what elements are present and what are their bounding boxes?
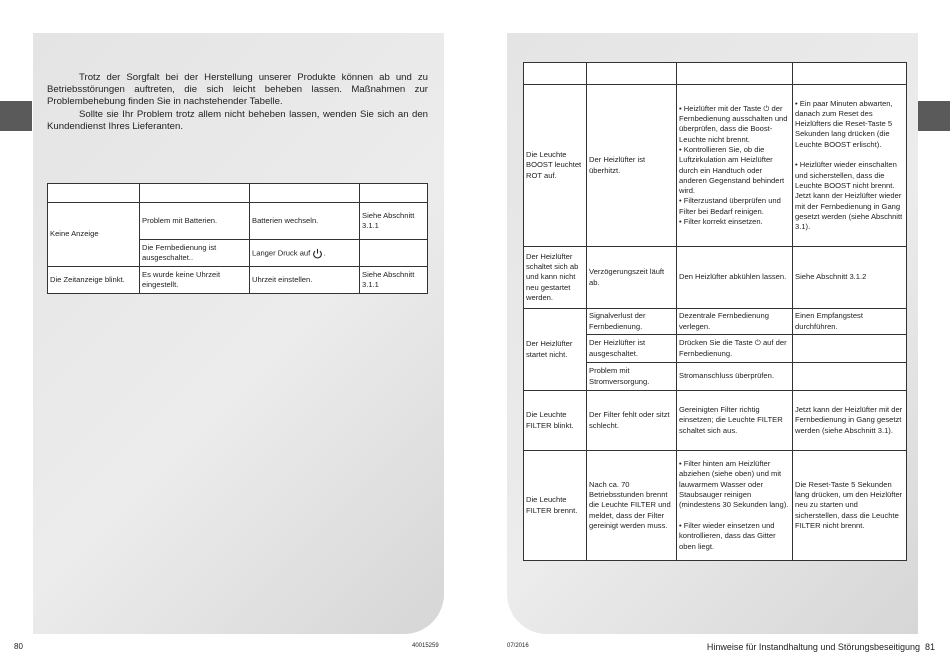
troubleshooting-table-heater [523,62,907,561]
table-row [524,391,907,451]
cause-cell: Die Fernbedienung ist ausgeschaltet.. [140,240,250,267]
document-code: 40015259 [412,643,439,649]
cause-cell: Signalverlust der Fernbedienung. [587,309,677,335]
troubleshooting-table-remote [47,183,428,294]
reference-cell: Jetzt kann der Heizlüfter mit der Fernbedienung in Gang gesetzt werden (siehe Abschnitt 3.1). [793,391,907,451]
remedy-cell: Uhrzeit einstellen. [250,267,360,294]
table-header-row [48,184,428,203]
table-row [524,247,907,309]
remedy-cell: Gereinigten Filter richtig einsetzen; die Leuchte FILTER schaltet sich aus. [677,391,793,451]
remedy-cell: Dezentrale Fernbedienung verlegen. [677,309,793,335]
table-row [524,309,907,335]
problem-cell: Keine Anzeige [48,203,140,267]
remedy-cell: • Filter hinten am Heizlüfter abziehen (siehe oben) und mit lauwarmem Wasser oder Staubsauger reinigen (mindestens 30 Sekunden lang). • Filter wieder einsetzen und kontrollieren, dass das Gitter oben liegt. [677,451,793,561]
problem-cell: Die Leuchte FILTER brennt. [524,451,587,561]
reference-cell: Siehe Abschnitt 3.1.2 [793,247,907,309]
reference-cell: Siehe Abschnitt 3.1.1 [360,267,428,294]
cause-cell: Es wurde keine Uhrzeit eingestellt. [140,267,250,294]
problem-cell: Die Zeitanzeige blinkt. [48,267,140,294]
reference-cell: Die Reset-Taste 5 Sekunden lang drücken, um den Heizlüfter neu zu starten und sicherstellen, dass die Leuchte FILTER nicht brennt. [793,451,907,561]
table-row [48,267,428,294]
cause-cell: Der Heizlüfter ist ausgeschaltet. [587,335,677,363]
problem-cell: Die Leuchte FILTER blinkt. [524,391,587,451]
problem-cell: Der Heizlüfter startet nicht. [524,309,587,391]
cause-cell: Der Heizlüfter ist überhitzt. [587,85,677,247]
reference-cell: • Ein paar Minuten abwarten, danach zum Reset des Heizlüfters die Reset-Taste 5 Sekunden lang drücken (die Leuchte BOOST erlischt). • Heizlüfter wieder einschalten und sicherstellen, dass die Leuchte BOOST nicht brennt. Jetzt kann der Heizlüfter wieder mit der Fernbedienung in Gang gesetzt werden (siehe Abschnitt 3.1). [793,85,907,247]
remedy-cell: Drücken Sie die Taste ⏻ auf der Fernbedienung. [677,335,793,363]
remedy-cell: Stromanschluss überprüfen. [677,363,793,391]
document-date: 07/2016 [507,643,529,649]
remedy-cell: Batterien wechseln. [250,203,360,240]
section-title: Hinweise für Instandhaltung und Störungsbeseitigung [706,642,920,652]
remedy-cell: Den Heizlüfter abkühlen lassen. [677,247,793,309]
problem-cell: Der Heizlüfter schaltet sich ab und kann nicht neu gestartet werden. [524,247,587,309]
intro-paragraph-2: Sollte sie Ihr Problem trotz allem nicht beheben lassen, wenden Sie sich an den Kundendienst Ihres Lieferanten. [47,108,428,132]
remedy-cell: • Heizlüfter mit der Taste ⏻ der Fernbedienung ausschalten und überprüfen, dass die Boost-Leuchte nicht brennt. • Kontrollieren Sie, ob die Luftzirkulation am Heizlüfter durch ein Handtuch oder anderen Gegenstand behindert wird. • Filterzustand überprüfen und Filter bei Bedarf reinigen. • Filter korrekt einsetzen. [677,85,793,247]
reference-cell: Einen Empfangstest durchführen. [793,309,907,335]
cause-cell: Problem mit Batterien. [140,203,250,240]
intro-text [47,72,428,133]
cause-cell: Der Filter fehlt oder sitzt schlecht. [587,391,677,451]
right-section-tab [918,101,950,131]
table-row [48,203,428,240]
power-icon [312,248,323,259]
cause-cell: Verzögerungszeit läuft ab. [587,247,677,309]
intro-paragraph-1: Trotz der Sorgfalt bei der Herstellung unserer Produkte können ab und zu Betriebsstörungen auftreten, die sich leicht beheben lassen. Maßnahmen zur Problembehebung finden Sie in nachstehender Tabelle. [47,72,428,108]
remedy-text: Langer Druck auf [252,248,311,257]
problem-cell: Die Leuchte BOOST leuchtet ROT auf. [524,85,587,247]
reference-cell: Siehe Abschnitt 3.1.1 [360,203,428,240]
page-number-left: 80 [14,642,23,651]
left-section-tab [0,101,32,131]
cause-cell: Problem mit Stromversorgung. [587,363,677,391]
remedy-cell: Langer Druck auf . [250,240,360,267]
page-number-right: 81 [925,642,936,652]
cause-cell: Nach ca. 70 Betriebsstunden brennt die Leuchte FILTER und meldet, dass der Filter gereinigt werden muss. [587,451,677,561]
table-header-row [524,63,907,85]
table-row [524,451,907,561]
table-row [524,85,907,247]
